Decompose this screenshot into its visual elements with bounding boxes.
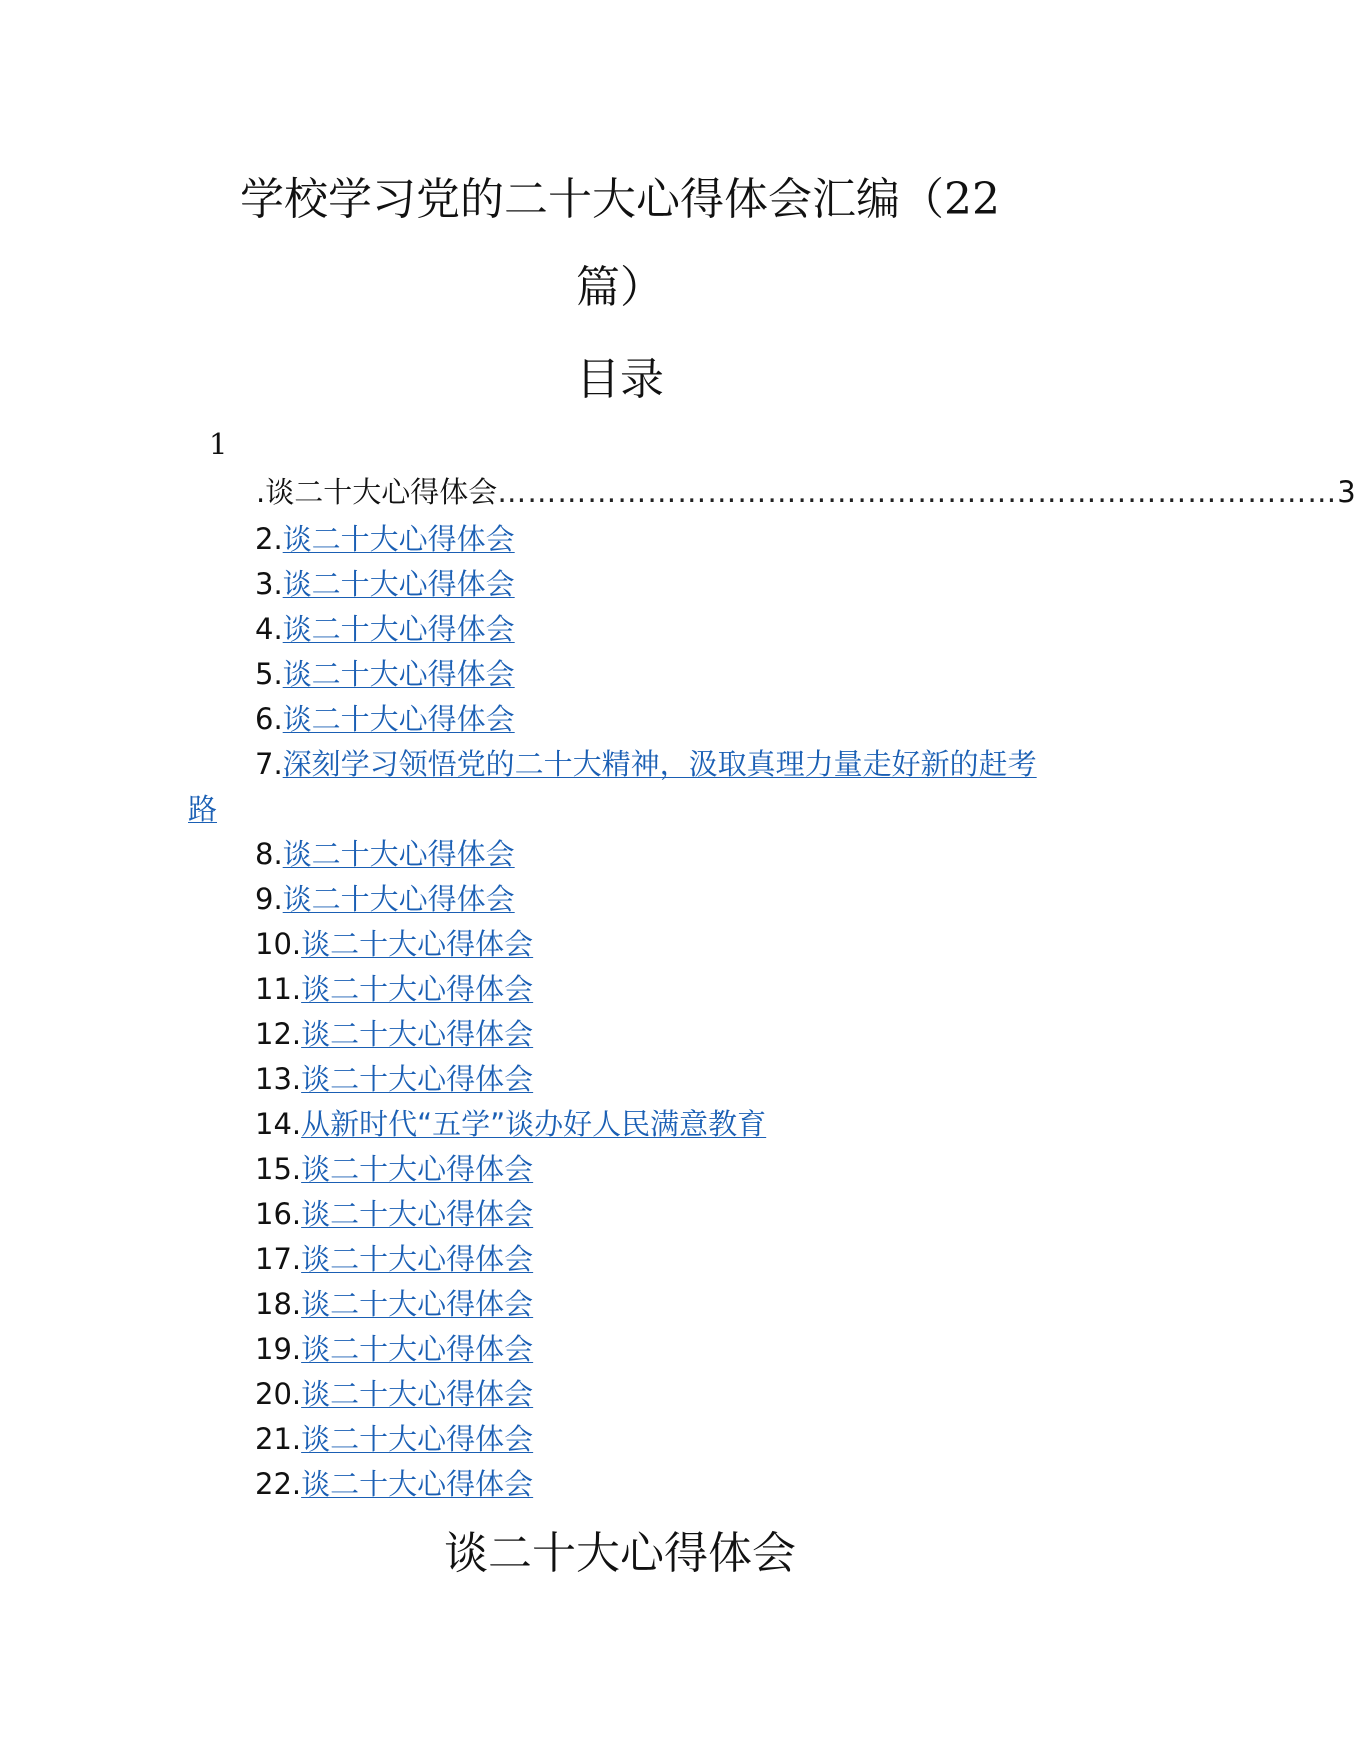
toc-entry <box>188 517 1058 562</box>
toc-entry <box>188 1372 1058 1417</box>
toc-entry-link[interactable]: 谈二十大心得体会 <box>301 1467 534 1501</box>
toc-entry <box>188 832 1058 877</box>
toc-entry <box>188 1057 1058 1102</box>
toc-entry <box>188 1012 1058 1057</box>
toc-entry-link[interactable]: 深刻学习领悟党的二十大精神，汲取真理力量走好新的赶考路 <box>188 747 1037 826</box>
toc-entry-link[interactable]: 谈二十大心得体会 <box>282 702 515 736</box>
toc-entry-link[interactable]: 谈二十大心得体会 <box>301 1422 534 1456</box>
toc-entry-link[interactable]: 从新时代“五学”谈办好人民满意教育 <box>301 1107 767 1141</box>
toc-entry <box>188 562 1058 607</box>
toc-entry-number: 8. <box>255 837 283 871</box>
toc-entry-1-text: .谈二十大心得体会 <box>256 475 498 509</box>
toc-entry-link[interactable]: 谈二十大心得体会 <box>282 837 515 871</box>
toc-entry-1[interactable] <box>256 474 1356 510</box>
toc-entry <box>188 1417 1058 1462</box>
article-title: 谈二十大心得体会 <box>444 1528 796 1579</box>
toc-entry-number: 18. <box>255 1287 302 1321</box>
toc-entry-link[interactable]: 谈二十大心得体会 <box>301 1197 534 1231</box>
toc-entry-number: 15. <box>255 1152 302 1186</box>
toc-entry-number: 11. <box>255 972 302 1006</box>
toc-entry <box>188 1237 1058 1282</box>
document-title-count: 22 <box>944 174 1000 225</box>
toc-entry-number: 6. <box>255 702 283 736</box>
document-title-line-2: 篇） <box>576 262 664 313</box>
toc-first-number: 1 <box>209 427 228 461</box>
toc-entry-link[interactable]: 谈二十大心得体会 <box>301 927 534 961</box>
toc-entry-number: 14. <box>255 1107 302 1141</box>
toc-entry-link[interactable]: 谈二十大心得体会 <box>301 1152 534 1186</box>
toc-list <box>188 517 1058 1507</box>
toc-entry-number: 17. <box>255 1242 302 1276</box>
toc-entry-link[interactable]: 谈二十大心得体会 <box>282 882 515 916</box>
toc-entry-number: 13. <box>255 1062 302 1096</box>
toc-entry <box>188 1102 1058 1147</box>
toc-entry <box>188 1192 1058 1237</box>
toc-dot-leader: ………………………………………………………………………… <box>497 475 1338 509</box>
toc-entry-link[interactable]: 谈二十大心得体会 <box>282 612 515 646</box>
toc-entry-link[interactable]: 谈二十大心得体会 <box>301 1062 534 1096</box>
toc-entry <box>188 1147 1058 1192</box>
toc-entry <box>188 652 1058 697</box>
toc-entry-1-page: 3 <box>1337 475 1356 509</box>
toc-entry-link[interactable]: 谈二十大心得体会 <box>301 1242 534 1276</box>
toc-entry-link[interactable]: 谈二十大心得体会 <box>301 1332 534 1366</box>
toc-entry <box>188 697 1058 742</box>
toc-entry-link[interactable]: 谈二十大心得体会 <box>282 522 515 556</box>
toc-entry-number: 4. <box>255 612 283 646</box>
toc-entry-link[interactable]: 谈二十大心得体会 <box>301 972 534 1006</box>
toc-entry-number: 12. <box>255 1017 302 1051</box>
toc-entry <box>188 967 1058 1012</box>
toc-entry-number: 19. <box>255 1332 302 1366</box>
toc-entry-link[interactable]: 谈二十大心得体会 <box>301 1017 534 1051</box>
toc-entry-link[interactable]: 谈二十大心得体会 <box>301 1377 534 1411</box>
toc-entry-number: 3. <box>255 567 283 601</box>
toc-entry <box>188 607 1058 652</box>
toc-entry-number: 9. <box>255 882 283 916</box>
document-title-text: 学校学习党的二十大心得体会汇编（ <box>240 174 944 225</box>
toc-entry-link[interactable]: 谈二十大心得体会 <box>301 1287 534 1321</box>
toc-entry-link[interactable]: 谈二十大心得体会 <box>282 567 515 601</box>
document-title <box>0 174 1240 225</box>
toc-entry <box>188 742 1058 832</box>
toc-entry <box>188 1282 1058 1327</box>
toc-entry-number: 16. <box>255 1197 302 1231</box>
toc-entry-number: 2. <box>255 522 283 556</box>
toc-entry <box>188 1462 1058 1507</box>
toc-entry-number: 5. <box>255 657 283 691</box>
toc-entry <box>188 877 1058 922</box>
toc-entry-number: 22. <box>255 1467 302 1501</box>
toc-entry-number: 7. <box>255 747 283 781</box>
toc-entry-number: 20. <box>255 1377 302 1411</box>
toc-heading: 目录 <box>576 354 664 405</box>
toc-entry <box>188 922 1058 967</box>
toc-entry-link[interactable]: 谈二十大心得体会 <box>282 657 515 691</box>
toc-entry <box>188 1327 1058 1372</box>
toc-entry-number: 21. <box>255 1422 302 1456</box>
toc-entry-number: 10. <box>255 927 302 961</box>
